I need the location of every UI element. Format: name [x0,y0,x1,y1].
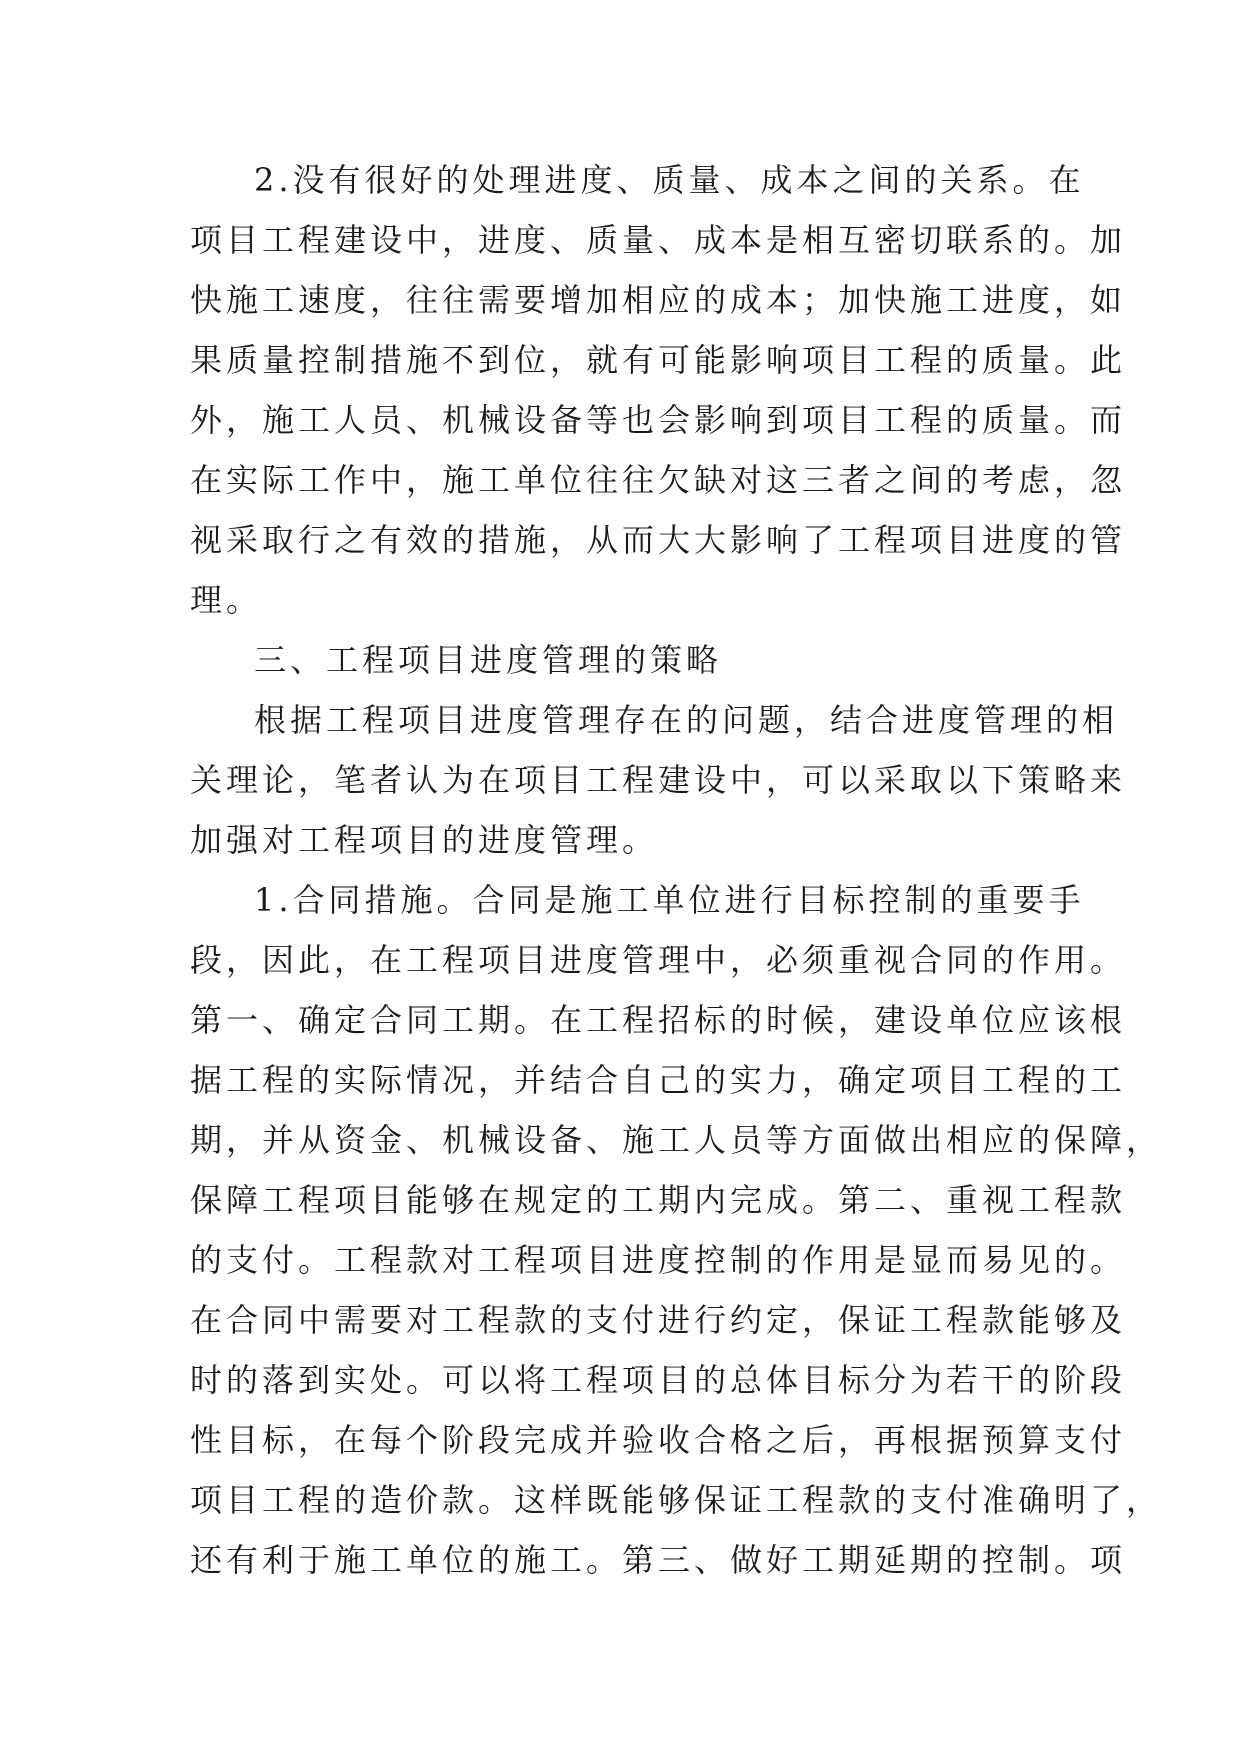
text-line: 关理论，笔者认为在项目工程建设中，可以采取以下策略来 [190,761,1127,799]
text-line: 2.没有很好的处理进度、质量、成本之间的关系。在 [254,161,1085,199]
document-body [190,150,1163,1590]
text-line: 1.合同措施。合同是施工单位进行目标控制的重要手 [254,881,1085,919]
text-line: 还有利于施工单位的施工。第三、做好工期延期的控制。项 [190,1541,1127,1579]
text-line: 项目工程的造价款。这样既能够保证工程款的支付准确明了， [190,1481,1163,1519]
text-line: 的支付。工程款对工程项目进度控制的作用是显而易见的。 [190,1241,1127,1279]
text-line: 时的落到实处。可以将工程项目的总体目标分为若干的阶段 [190,1361,1127,1399]
text-line: 视采取行之有效的措施，从而大大影响了工程项目进度的管 [190,521,1127,559]
text-line: 保障工程项目能够在规定的工期内完成。第二、重视工程款 [190,1181,1127,1219]
text-line: 在合同中需要对工程款的支付进行约定，保证工程款能够及 [190,1301,1127,1339]
text-line: 期，并从资金、机械设备、施工人员等方面做出相应的保障， [190,1121,1163,1159]
text-line: 据工程的实际情况，并结合自己的实力，确定项目工程的工 [190,1061,1127,1099]
text-line: 第一、确定合同工期。在工程招标的时候，建设单位应该根 [190,1001,1127,1039]
text-line: 外，施工人员、机械设备等也会影响到项目工程的质量。而 [190,401,1127,439]
text-line: 项目工程建设中，进度、质量、成本是相互密切联系的。加 [190,221,1127,259]
text-line: 加强对工程项目的进度管理。 [190,821,659,859]
text-line: 性目标，在每个阶段完成并验收合格之后，再根据预算支付 [190,1421,1127,1459]
text-line: 理。 [190,581,263,619]
section-heading: 三、工程项目进度管理的策略 [254,641,723,679]
text-line: 果质量控制措施不到位，就有可能影响项目工程的质量。此 [190,341,1127,379]
text-line: 快施工速度，往往需要增加相应的成本；加快施工进度，如 [190,281,1127,319]
text-line: 段，因此，在工程项目进度管理中，必须重视合同的作用。 [190,941,1127,979]
text-line: 根据工程项目进度管理存在的问题，结合进度管理的相 [254,701,1119,739]
text-line: 在实际工作中，施工单位往往欠缺对这三者之间的考虑，忽 [190,461,1127,499]
